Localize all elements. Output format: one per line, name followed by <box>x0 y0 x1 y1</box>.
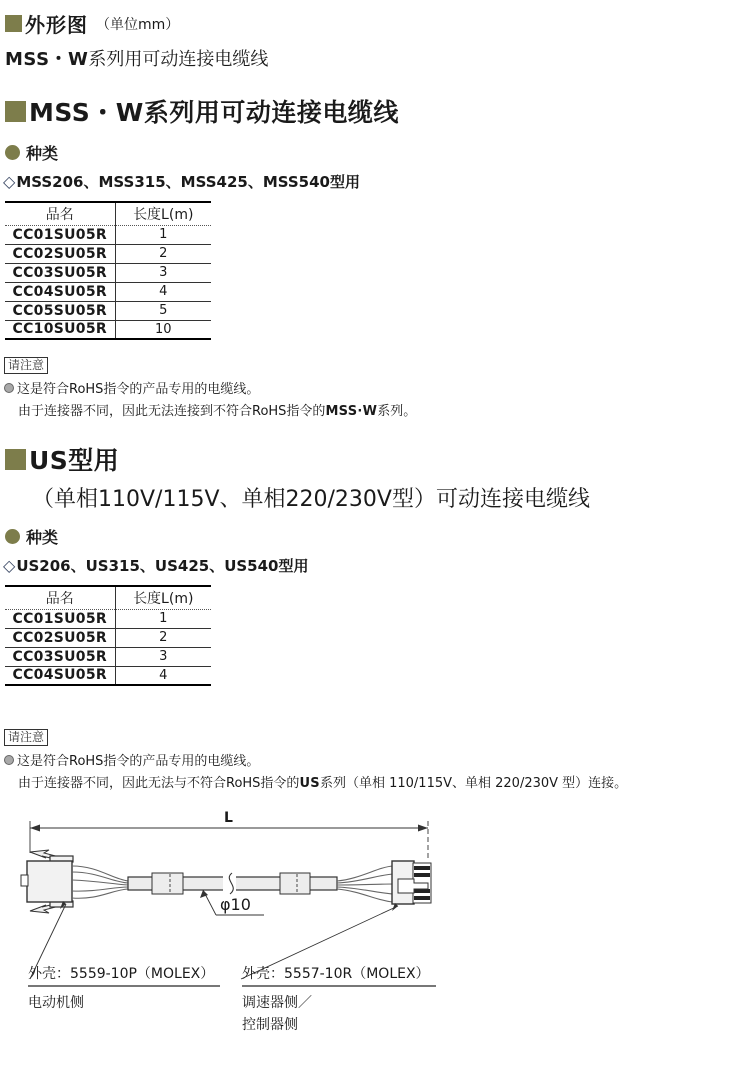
cable-outline-drawing <box>0 803 750 1091</box>
kind-bullet-icon <box>5 529 20 544</box>
note-block-us <box>0 726 750 791</box>
length-cell: 10 <box>115 320 211 339</box>
note-line-2-series: US <box>299 776 320 791</box>
parts-table-mss <box>5 201 211 340</box>
part-number-cell: CC04SU05R <box>5 282 115 301</box>
table-header-row <box>5 202 211 225</box>
note-block-mss <box>0 354 750 419</box>
left-connector-callout <box>28 963 220 1012</box>
table-header-row <box>5 586 211 609</box>
length-cell: 3 <box>115 647 211 666</box>
models-line-mss <box>3 171 750 192</box>
cable-diameter-label: φ10 <box>220 895 251 914</box>
part-number-cell: CC10SU05R <box>5 320 115 339</box>
note-line-1-text: 这是符合RoHS指令的产品专用的电缆线。 <box>17 754 260 769</box>
left-connector-label: 外壳：5559-10P（MOLEX） <box>28 963 220 987</box>
left-wires <box>72 866 128 898</box>
section-marker-icon <box>5 15 22 32</box>
table-row <box>5 244 211 263</box>
note-line-2-post: 系列。 <box>377 404 417 419</box>
right-side-label-2: 控制器侧 <box>242 1017 298 1033</box>
part-number-cell: CC01SU05R <box>5 225 115 244</box>
dimension-label: L <box>224 810 233 826</box>
part-number-cell: CC03SU05R <box>5 263 115 282</box>
table-row <box>5 225 211 244</box>
table-row <box>5 320 211 339</box>
part-number-cell: CC04SU05R <box>5 666 115 685</box>
part-number-cell: CC02SU05R <box>5 628 115 647</box>
note-bullet-icon <box>4 755 14 765</box>
parts-table-us <box>5 585 211 686</box>
right-wires <box>337 866 393 902</box>
section-heading-mss <box>5 93 750 129</box>
note-line-2-pre: 由于连接器不同，因此无法与不符合RoHS指令的 <box>18 776 300 791</box>
length-cell: 2 <box>115 244 211 263</box>
part-number-cell: CC05SU05R <box>5 301 115 320</box>
col-header-name: 品名 <box>5 586 115 609</box>
dimension-arrow-left <box>30 825 40 832</box>
part-number-cell: CC03SU05R <box>5 647 115 666</box>
left-connector-tab <box>21 875 28 886</box>
left-side-label: 电动机侧 <box>28 995 84 1011</box>
page-title-row <box>5 9 750 38</box>
kind-label: 种类 <box>26 144 59 163</box>
note-line-1 <box>4 750 750 769</box>
kind-row-mss <box>5 141 750 164</box>
note-line-2-post: 系列（单相 110/115V、单相 220/230V 型）连接。 <box>319 776 628 791</box>
models-text-us: US206、US315、US425、US540型用 <box>16 557 309 575</box>
length-cell: 1 <box>115 225 211 244</box>
col-header-length: 长度L(m) <box>115 586 211 609</box>
subtitle-rest: 系列用可动连接电缆线 <box>88 49 269 70</box>
right-side-label-1: 调速器侧／ <box>242 995 312 1011</box>
diamond-icon: ◇ <box>3 556 16 575</box>
models-text-mss: MSS206、MSS315、MSS425、MSS540型用 <box>16 173 360 191</box>
subtitle-series: MSS・W <box>5 49 89 70</box>
note-line-2-pre: 由于连接器不同，因此无法连接到不符合RoHS指令的 <box>18 404 326 419</box>
dimension-arrow-right <box>418 825 428 832</box>
diamond-icon: ◇ <box>3 172 16 191</box>
section-heading-mss-text: MSS・W系列用可动连接电缆线 <box>29 98 399 127</box>
unit-label: （单位mm） <box>96 16 180 33</box>
kind-bullet-icon <box>5 145 20 160</box>
note-line-2-series: MSS·W <box>325 404 378 419</box>
cable-drawing-linework <box>0 803 750 1091</box>
section-marker-icon <box>5 101 26 122</box>
length-cell: 4 <box>115 282 211 301</box>
length-cell: 3 <box>115 263 211 282</box>
table-row <box>5 282 211 301</box>
note-box-label: 请注意 <box>4 357 48 374</box>
note-box-label: 请注意 <box>4 729 48 746</box>
page-subtitle <box>5 45 750 71</box>
note-line-2 <box>18 400 750 419</box>
cable-sleeve-2 <box>280 873 310 894</box>
kind-label: 种类 <box>26 528 59 547</box>
col-header-length: 长度L(m) <box>115 202 211 225</box>
note-bullet-icon <box>4 383 14 393</box>
col-header-name: 品名 <box>5 202 115 225</box>
note-line-1-text: 这是符合RoHS指令的产品专用的电缆线。 <box>17 382 260 397</box>
kind-row-us <box>5 525 750 548</box>
length-cell: 5 <box>115 301 211 320</box>
table-row <box>5 301 211 320</box>
part-number-cell: CC02SU05R <box>5 244 115 263</box>
cable-sleeve-1 <box>152 873 183 894</box>
table-row <box>5 628 211 647</box>
section-heading-us-line2: （单相110V/115V、单相220/230V型）可动连接电缆线 <box>32 487 590 512</box>
right-connector-callout <box>242 963 436 1034</box>
table-row <box>5 647 211 666</box>
left-connector <box>27 861 72 902</box>
length-cell: 2 <box>115 628 211 647</box>
table-row <box>5 666 211 685</box>
section-heading-us-text: US型用 <box>29 446 120 475</box>
models-line-us <box>3 555 750 576</box>
right-connector-label: 外壳：5557-10R（MOLEX） <box>242 963 436 987</box>
length-cell: 1 <box>115 609 211 628</box>
page-title: 外形图 <box>25 13 88 37</box>
table-row <box>5 609 211 628</box>
note-line-1 <box>4 378 750 397</box>
length-cell: 4 <box>115 666 211 685</box>
section-heading-us <box>5 441 750 477</box>
section-marker-icon <box>5 449 26 470</box>
table-row <box>5 263 211 282</box>
part-number-cell: CC01SU05R <box>5 609 115 628</box>
note-line-2 <box>18 772 750 791</box>
